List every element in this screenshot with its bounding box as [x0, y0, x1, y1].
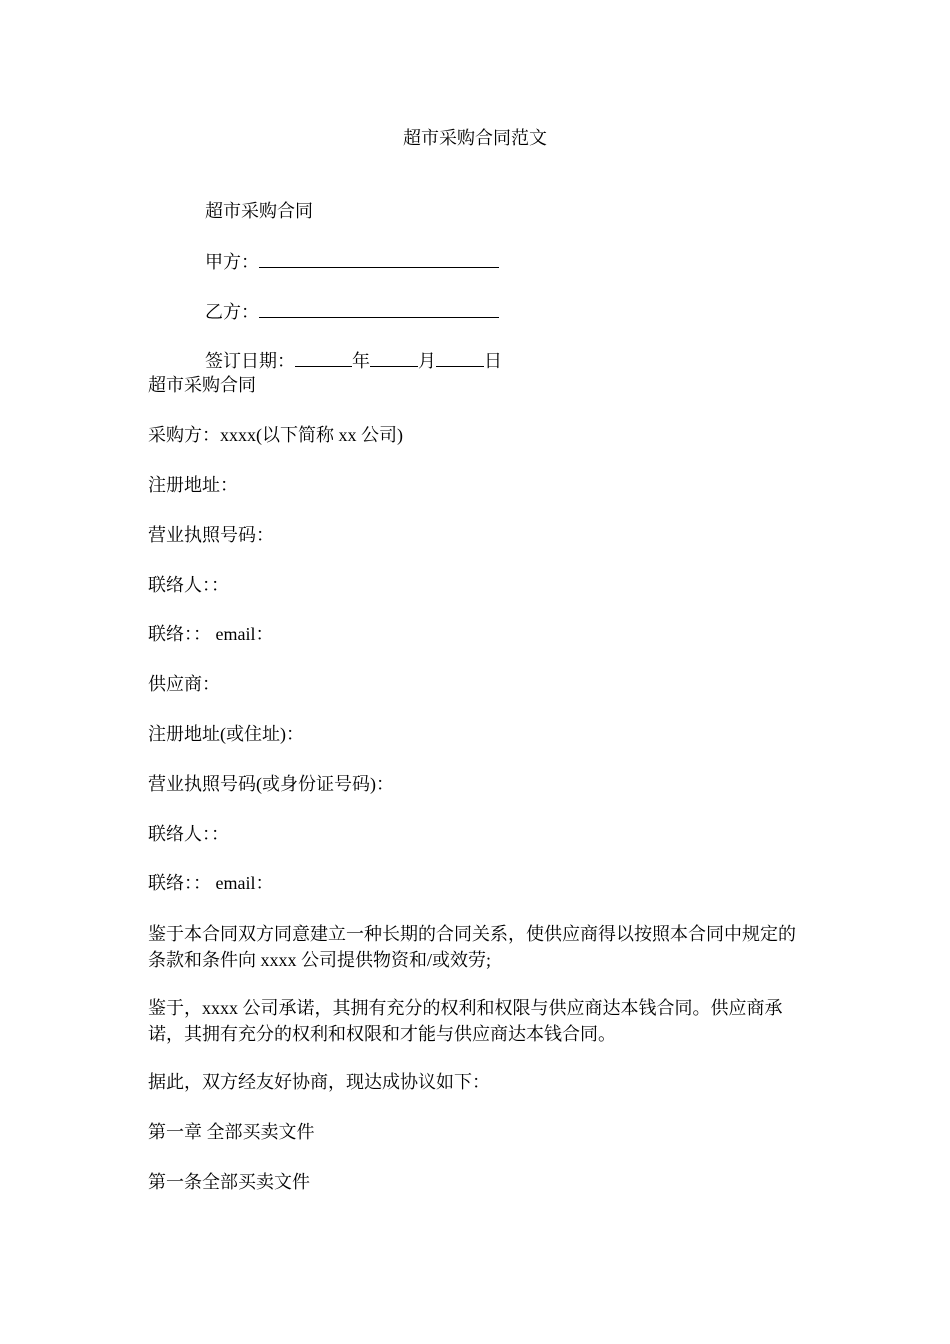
party-a-line — [205, 249, 499, 274]
supplier-contact-person-line: 联络人：： — [148, 824, 229, 844]
year-blank — [295, 348, 352, 367]
party-a-label: 甲方： — [205, 252, 259, 272]
month-blank — [370, 348, 418, 367]
sign-date-label: 签订日期： — [205, 351, 295, 371]
contact-line: 联络：： email： — [148, 624, 274, 644]
party-b-blank — [259, 299, 499, 318]
chapter-1-heading: 第一章 全部买卖文件 — [148, 1122, 315, 1142]
day-label: 日 — [484, 351, 502, 371]
body-heading: 超市采购合同 — [148, 375, 256, 395]
paragraph-1: 鉴于本合同双方同意建立一种长期的合同关系，使供应商得以按照本合同中规定的条款和条件向 xxxx 公司提供物资和/或效劳; — [148, 924, 796, 970]
paragraph-2: 鉴于，xxxx 公司承诺，其拥有充分的权利和权限与供应商达本钱合同。供应商承诺，其拥有充分的权利和权限和才能与供应商达本钱合同。 — [148, 998, 783, 1044]
month-label: 月 — [418, 351, 436, 371]
supplier-line: 供应商： — [148, 674, 220, 694]
paragraph-3: 据此，双方经友好协商，现达成协议如下： — [148, 1072, 490, 1092]
supplier-license-line: 营业执照号码(或身份证号码)： — [148, 774, 394, 794]
license-line: 营业执照号码： — [148, 525, 274, 545]
cover-heading: 超市采购合同 — [205, 201, 313, 221]
purchaser-line: 采购方：xxxx(以下简称 xx 公司) — [148, 425, 403, 445]
day-blank — [436, 348, 484, 367]
party-a-blank — [259, 249, 499, 268]
supplier-contact-line: 联络：： email： — [148, 873, 274, 893]
supplier-address-line: 注册地址(或住址)： — [148, 724, 304, 744]
party-b-line — [205, 299, 499, 324]
article-1-heading: 第一条全部买卖文件 — [148, 1172, 310, 1192]
reg-address-line: 注册地址： — [148, 475, 238, 495]
year-label: 年 — [352, 351, 370, 371]
page-title: 超市采购合同范文 — [403, 128, 547, 148]
sign-date-line — [205, 348, 502, 373]
party-b-label: 乙方： — [205, 302, 259, 322]
contact-person-line: 联络人：： — [148, 575, 229, 595]
